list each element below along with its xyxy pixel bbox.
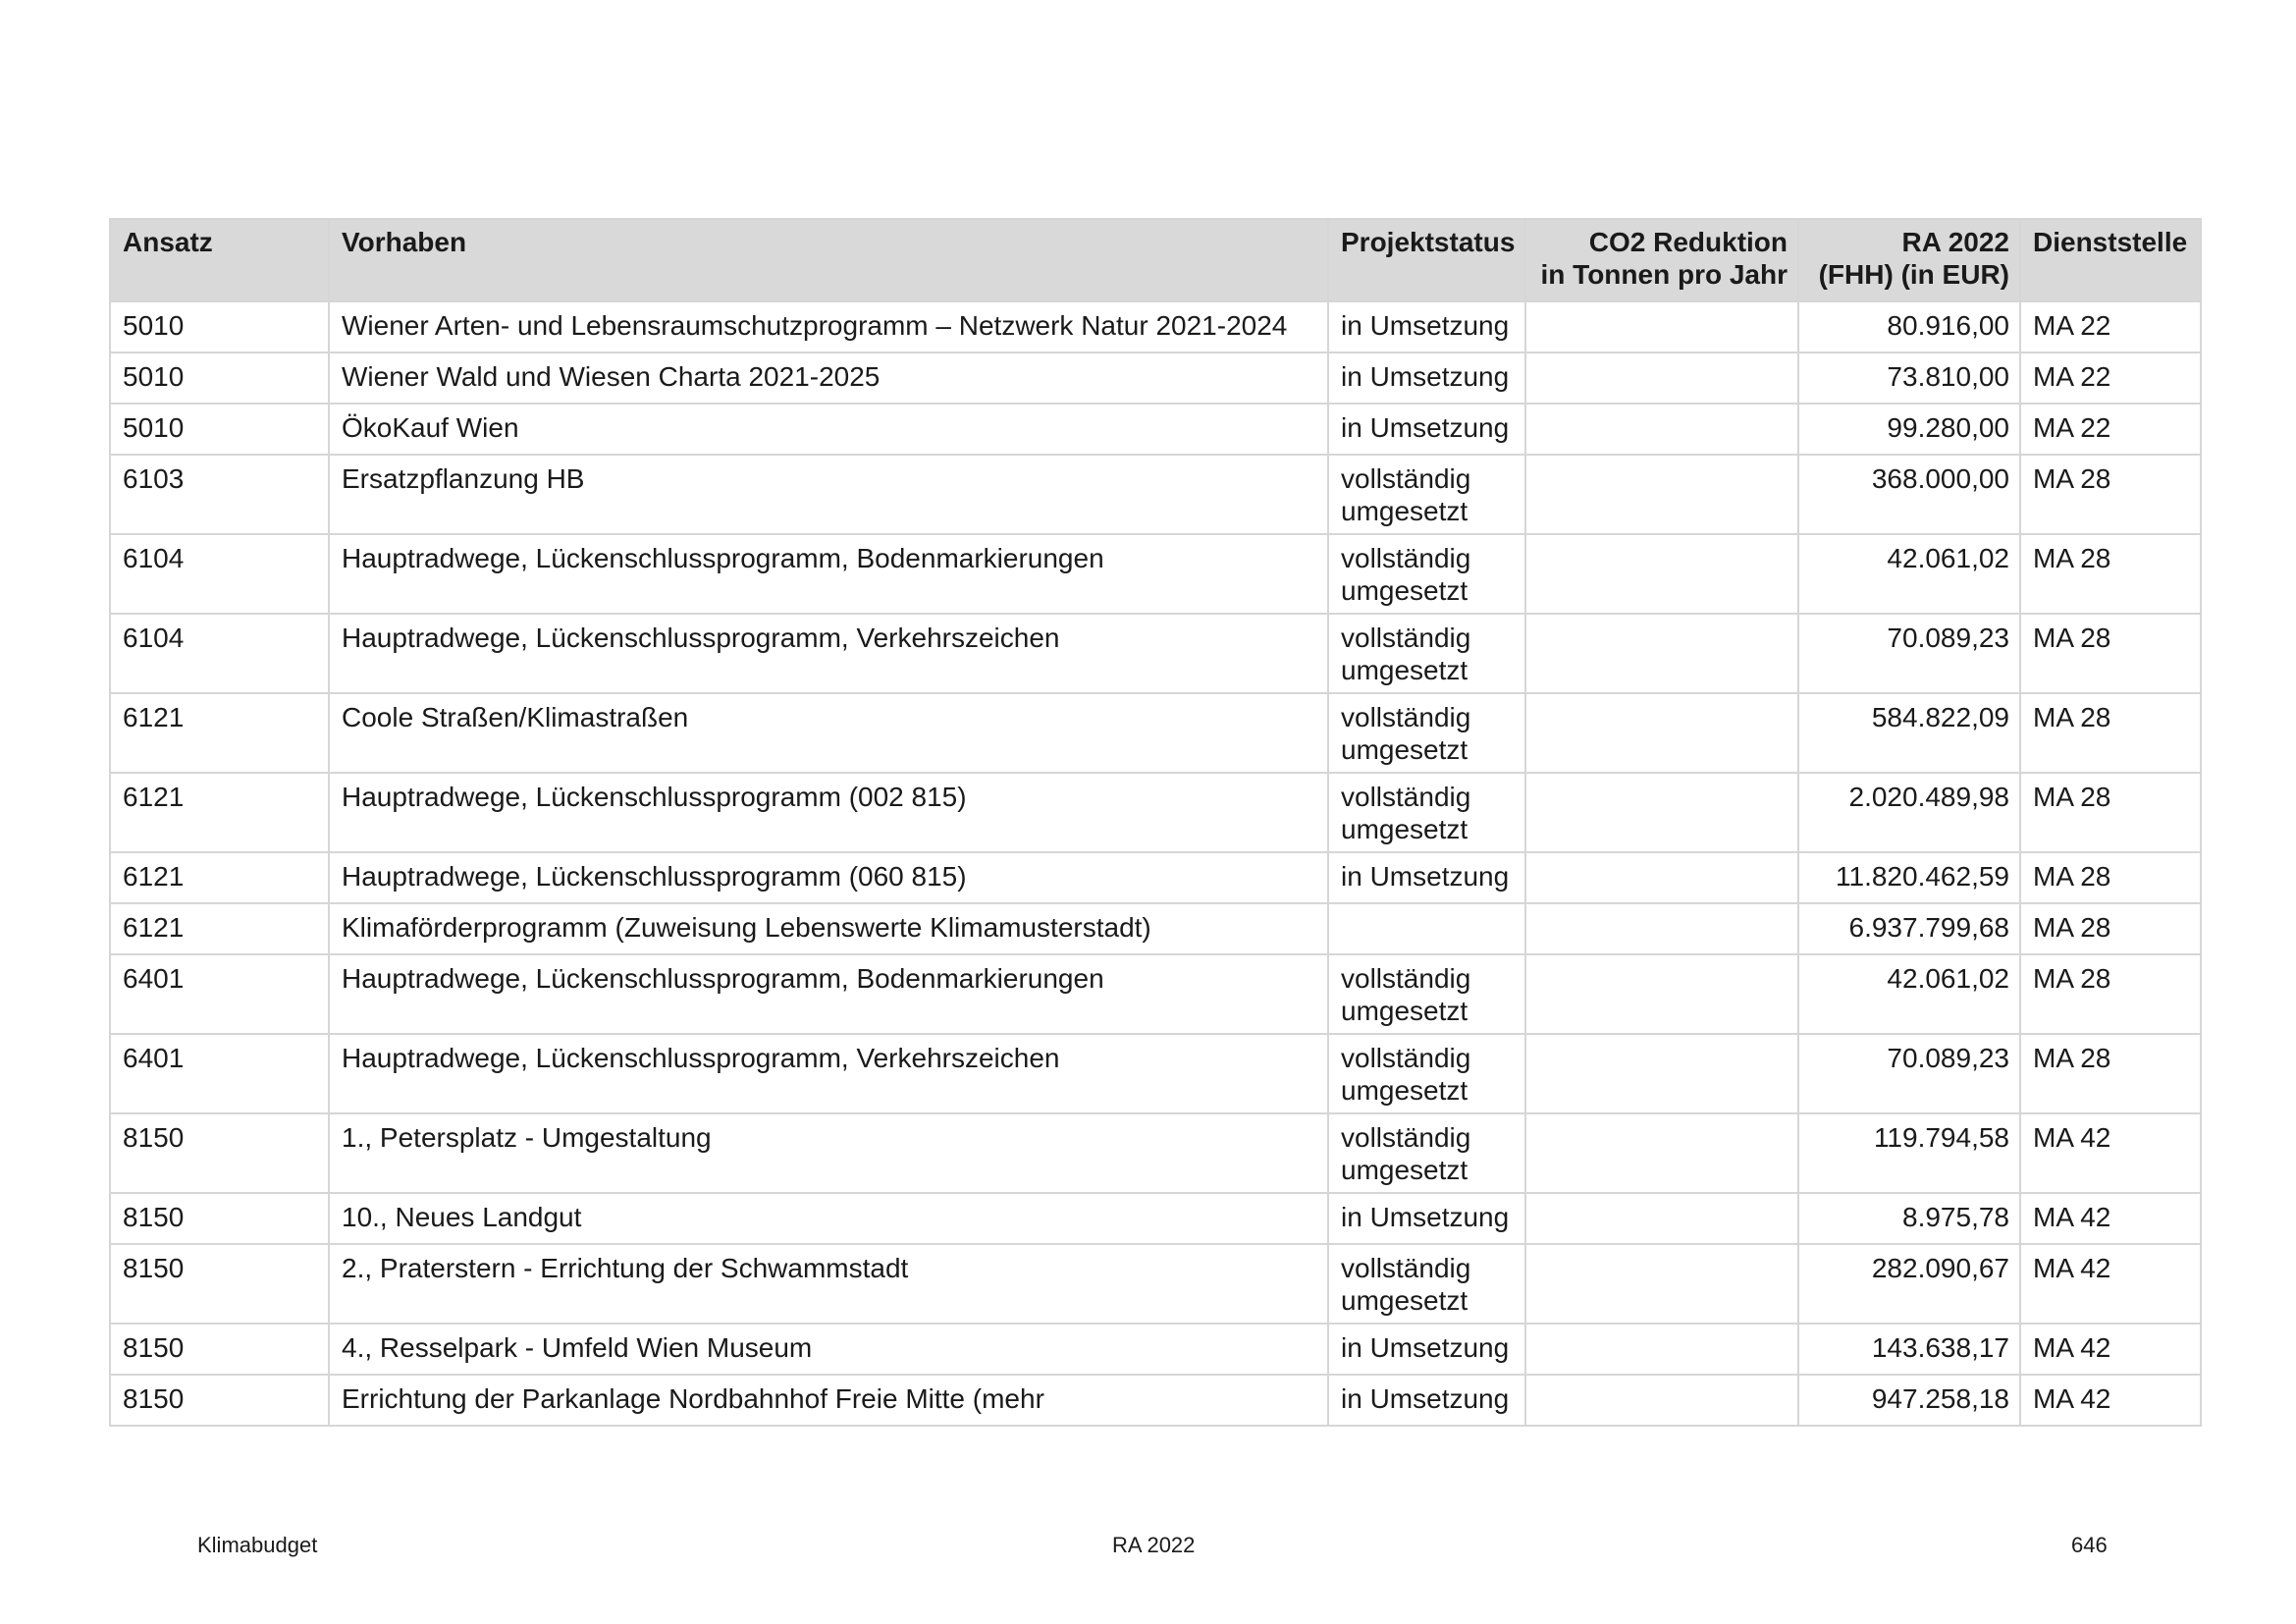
cell-projektstatus xyxy=(1328,773,1525,852)
cell-co2-reduktion xyxy=(1525,301,1798,352)
status-line: vollständig xyxy=(1341,1122,1471,1153)
cell-vorhaben: Wiener Wald und Wiesen Charta 2021-2025 xyxy=(329,352,1328,404)
header-vorhaben: Vorhaben xyxy=(329,219,1328,301)
status-line: vollständig xyxy=(1341,963,1471,994)
status-line: in Umsetzung xyxy=(1341,1202,1510,1232)
cell-ra-2022: 99.280,00 xyxy=(1798,404,2020,455)
status-line: vollständig xyxy=(1341,623,1471,653)
cell-ansatz: 5010 xyxy=(110,404,329,455)
cell-dienststelle: MA 28 xyxy=(2020,693,2201,773)
cell-co2-reduktion xyxy=(1525,1193,1798,1244)
cell-co2-reduktion xyxy=(1525,352,1798,404)
footer-document-title: Klimabudget xyxy=(197,1533,318,1557)
cell-ra-2022: 11.820.462,59 xyxy=(1798,852,2020,903)
cell-ra-2022: 368.000,00 xyxy=(1798,455,2020,534)
cell-vorhaben: Hauptradwege, Lückenschlussprogramm, Bodenmarkierungen xyxy=(329,954,1328,1034)
cell-vorhaben: Hauptradwege, Lückenschlussprogramm (060 815) xyxy=(329,852,1328,903)
cell-co2-reduktion xyxy=(1525,455,1798,534)
cell-projektstatus xyxy=(1328,954,1525,1034)
footer-report-name: RA 2022 xyxy=(1112,1533,1196,1557)
cell-projektstatus xyxy=(1328,1113,1525,1193)
cell-ansatz: 5010 xyxy=(110,301,329,352)
table-row xyxy=(110,301,2201,352)
cell-vorhaben: Klimaförderprogramm (Zuweisung Lebenswerte Klimamusterstadt) xyxy=(329,903,1328,954)
table-row xyxy=(110,1375,2201,1426)
cell-co2-reduktion xyxy=(1525,1324,1798,1375)
status-line: vollständig xyxy=(1341,702,1471,732)
status-line: vollständig xyxy=(1341,1043,1471,1073)
header-ansatz: Ansatz xyxy=(110,219,329,301)
cell-ansatz: 6121 xyxy=(110,903,329,954)
cell-co2-reduktion xyxy=(1525,404,1798,455)
cell-vorhaben: Hauptradwege, Lückenschlussprogramm, Bodenmarkierungen xyxy=(329,534,1328,614)
cell-projektstatus xyxy=(1328,1375,1525,1426)
cell-ansatz: 6121 xyxy=(110,852,329,903)
cell-dienststelle: MA 28 xyxy=(2020,534,2201,614)
header-co2-reduktion: CO2 Reduktion in Tonnen pro Jahr xyxy=(1525,219,1798,301)
status-line: in Umsetzung xyxy=(1341,1383,1510,1414)
cell-ra-2022: 42.061,02 xyxy=(1798,954,2020,1034)
status-line: in Umsetzung xyxy=(1341,412,1510,443)
cell-ra-2022: 70.089,23 xyxy=(1798,614,2020,693)
cell-vorhaben: 4., Resselpark - Umfeld Wien Museum xyxy=(329,1324,1328,1375)
cell-dienststelle: MA 42 xyxy=(2020,1244,2201,1324)
table-row xyxy=(110,352,2201,404)
cell-projektstatus xyxy=(1328,693,1525,773)
status-line: umgesetzt xyxy=(1341,996,1468,1026)
cell-vorhaben: Hauptradwege, Lückenschlussprogramm (002 815) xyxy=(329,773,1328,852)
cell-co2-reduktion xyxy=(1525,852,1798,903)
cell-projektstatus xyxy=(1328,1324,1525,1375)
table-row xyxy=(110,1113,2201,1193)
table-row xyxy=(110,455,2201,534)
cell-ra-2022: 143.638,17 xyxy=(1798,1324,2020,1375)
cell-ansatz: 8150 xyxy=(110,1113,329,1193)
cell-ansatz: 6121 xyxy=(110,693,329,773)
cell-dienststelle: MA 42 xyxy=(2020,1324,2201,1375)
table-row xyxy=(110,1244,2201,1324)
status-line: umgesetzt xyxy=(1341,734,1468,765)
table-row xyxy=(110,773,2201,852)
cell-co2-reduktion xyxy=(1525,773,1798,852)
status-line: in Umsetzung xyxy=(1341,361,1510,392)
cell-ansatz: 6121 xyxy=(110,773,329,852)
header-projektstatus: Projektstatus xyxy=(1328,219,1525,301)
cell-ra-2022: 70.089,23 xyxy=(1798,1034,2020,1113)
cell-vorhaben: 1., Petersplatz - Umgestaltung xyxy=(329,1113,1328,1193)
cell-ansatz: 5010 xyxy=(110,352,329,404)
status-line: in Umsetzung xyxy=(1341,1332,1510,1363)
cell-vorhaben: Hauptradwege, Lückenschlussprogramm, Verkehrszeichen xyxy=(329,1034,1328,1113)
status-line: umgesetzt xyxy=(1341,1285,1468,1316)
header-ra-2022: RA 2022 (FHH) (in EUR) xyxy=(1798,219,2020,301)
cell-vorhaben: Wiener Arten- und Lebensraumschutzprogramm – Netzwerk Natur 2021-2024 xyxy=(329,301,1328,352)
cell-ansatz: 8150 xyxy=(110,1375,329,1426)
status-line: vollständig xyxy=(1341,543,1471,573)
cell-ansatz: 6401 xyxy=(110,1034,329,1113)
table-row xyxy=(110,404,2201,455)
cell-dienststelle: MA 28 xyxy=(2020,455,2201,534)
cell-projektstatus xyxy=(1328,852,1525,903)
cell-vorhaben: ÖkoKauf Wien xyxy=(329,404,1328,455)
cell-ansatz: 6104 xyxy=(110,614,329,693)
status-line: in Umsetzung xyxy=(1341,310,1510,341)
cell-co2-reduktion xyxy=(1525,903,1798,954)
cell-co2-reduktion xyxy=(1525,534,1798,614)
cell-co2-reduktion xyxy=(1525,954,1798,1034)
cell-ansatz: 6401 xyxy=(110,954,329,1034)
cell-dienststelle: MA 28 xyxy=(2020,773,2201,852)
table-row xyxy=(110,1034,2201,1113)
cell-projektstatus xyxy=(1328,903,1525,954)
cell-co2-reduktion xyxy=(1525,614,1798,693)
cell-ra-2022: 8.975,78 xyxy=(1798,1193,2020,1244)
cell-dienststelle: MA 42 xyxy=(2020,1375,2201,1426)
status-line: in Umsetzung xyxy=(1341,861,1510,892)
cell-dienststelle: MA 28 xyxy=(2020,614,2201,693)
cell-vorhaben: Errichtung der Parkanlage Nordbahnhof Freie Mitte (mehr xyxy=(329,1375,1328,1426)
status-line: umgesetzt xyxy=(1341,575,1468,606)
cell-projektstatus xyxy=(1328,352,1525,404)
table-row xyxy=(110,693,2201,773)
cell-projektstatus xyxy=(1328,1193,1525,1244)
cell-ra-2022: 584.822,09 xyxy=(1798,693,2020,773)
table-row xyxy=(110,903,2201,954)
cell-ra-2022: 6.937.799,68 xyxy=(1798,903,2020,954)
cell-vorhaben: Hauptradwege, Lückenschlussprogramm, Verkehrszeichen xyxy=(329,614,1328,693)
footer-page-number: 646 xyxy=(2071,1533,2108,1557)
cell-vorhaben: Coole Straßen/Klimastraßen xyxy=(329,693,1328,773)
cell-projektstatus xyxy=(1328,1034,1525,1113)
cell-dienststelle: MA 22 xyxy=(2020,352,2201,404)
status-line: umgesetzt xyxy=(1341,814,1468,844)
cell-dienststelle: MA 28 xyxy=(2020,954,2201,1034)
cell-co2-reduktion xyxy=(1525,693,1798,773)
table-row xyxy=(110,534,2201,614)
budget-table xyxy=(109,218,2202,1427)
cell-ra-2022: 80.916,00 xyxy=(1798,301,2020,352)
cell-co2-reduktion xyxy=(1525,1375,1798,1426)
cell-ra-2022: 2.020.489,98 xyxy=(1798,773,2020,852)
table-row xyxy=(110,1324,2201,1375)
cell-ra-2022: 282.090,67 xyxy=(1798,1244,2020,1324)
cell-projektstatus xyxy=(1328,614,1525,693)
cell-vorhaben: Ersatzpflanzung HB xyxy=(329,455,1328,534)
cell-co2-reduktion xyxy=(1525,1113,1798,1193)
status-line: umgesetzt xyxy=(1341,496,1468,526)
header-dienststelle: Dienststelle xyxy=(2020,219,2201,301)
table-row xyxy=(110,954,2201,1034)
cell-ansatz: 8150 xyxy=(110,1244,329,1324)
cell-vorhaben: 2., Praterstern - Errichtung der Schwammstadt xyxy=(329,1244,1328,1324)
cell-ra-2022: 73.810,00 xyxy=(1798,352,2020,404)
cell-ra-2022: 947.258,18 xyxy=(1798,1375,2020,1426)
cell-vorhaben: 10., Neues Landgut xyxy=(329,1193,1328,1244)
status-line: vollständig xyxy=(1341,463,1471,494)
cell-ansatz: 6104 xyxy=(110,534,329,614)
cell-ansatz: 6103 xyxy=(110,455,329,534)
cell-ansatz: 8150 xyxy=(110,1193,329,1244)
status-line: umgesetzt xyxy=(1341,1075,1468,1106)
cell-projektstatus xyxy=(1328,534,1525,614)
cell-projektstatus xyxy=(1328,455,1525,534)
cell-ansatz: 8150 xyxy=(110,1324,329,1375)
cell-dienststelle: MA 22 xyxy=(2020,404,2201,455)
cell-ra-2022: 119.794,58 xyxy=(1798,1113,2020,1193)
status-line: umgesetzt xyxy=(1341,655,1468,685)
table-row xyxy=(110,1193,2201,1244)
cell-projektstatus xyxy=(1328,301,1525,352)
cell-projektstatus xyxy=(1328,404,1525,455)
status-line: vollständig xyxy=(1341,1253,1471,1283)
cell-co2-reduktion xyxy=(1525,1244,1798,1324)
cell-dienststelle: MA 28 xyxy=(2020,1034,2201,1113)
status-line: vollständig xyxy=(1341,782,1471,812)
table-header-row xyxy=(110,219,2201,301)
cell-dienststelle: MA 28 xyxy=(2020,903,2201,954)
cell-dienststelle: MA 22 xyxy=(2020,301,2201,352)
cell-dienststelle: MA 42 xyxy=(2020,1113,2201,1193)
cell-dienststelle: MA 28 xyxy=(2020,852,2201,903)
cell-projektstatus xyxy=(1328,1244,1525,1324)
status-line: umgesetzt xyxy=(1341,1155,1468,1185)
table-row xyxy=(110,614,2201,693)
cell-dienststelle: MA 42 xyxy=(2020,1193,2201,1244)
cell-ra-2022: 42.061,02 xyxy=(1798,534,2020,614)
table-row xyxy=(110,852,2201,903)
table-body xyxy=(110,301,2201,1426)
cell-co2-reduktion xyxy=(1525,1034,1798,1113)
